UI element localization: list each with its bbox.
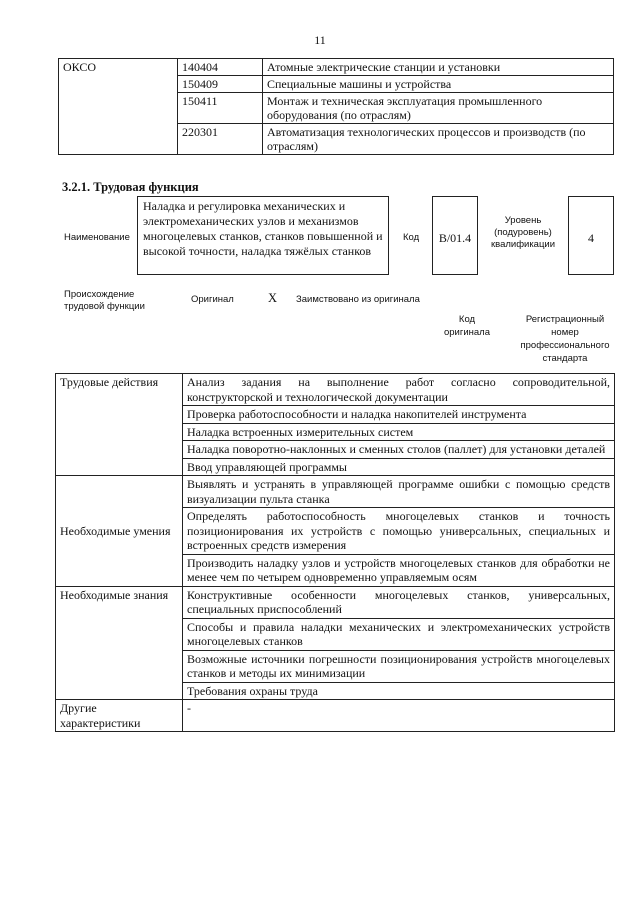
qualification-level-label: Уровень (подуровень) квалификации (490, 215, 556, 250)
skills-label: Необходимые умения (56, 476, 183, 587)
origin-borrowed: Заимствовано из оригинала (296, 294, 420, 305)
okso-title: Монтаж и техническая эксплуатация промышленного оборудования (по отраслям) (263, 93, 614, 124)
table-row (59, 59, 614, 76)
skill-item: Выявлять и устранять в управляющей программе ошибки с помощью средств визуализации пульта станка (183, 476, 615, 508)
origin-mark: X (268, 291, 278, 305)
knowledge-item: Возможные источники погрешности позиционирования устройств многоцелевых станков и методы их минимизации (183, 650, 615, 682)
labor-action-item: Ввод управляющей программы (183, 458, 615, 476)
other-characteristics-item: - (183, 700, 615, 732)
okso-code: 150411 (178, 93, 263, 124)
original-code-label: Код оригинала (443, 314, 490, 338)
origin-original: Оригинал (191, 294, 234, 305)
section-title: 3.2.1. Трудовая функция (62, 180, 199, 194)
function-code: B/01.4 (432, 196, 478, 275)
function-details-table (55, 373, 615, 732)
function-name-label: Наименование (64, 232, 130, 243)
table-row (56, 374, 615, 406)
table-row (56, 458, 615, 476)
table-row (56, 406, 615, 424)
okso-code: 220301 (178, 124, 263, 155)
knowledge-label: Необходимые знания (56, 586, 183, 700)
skill-item: Определять работоспособность многоцелевых станков и точность позиционирования их устройств с помощью универсальных, специальных и встроенных средств измерения (183, 508, 615, 555)
labor-action-item: Анализ задания на выполнение работ согласно сопроводительной, конструкторской и технологической документации (183, 374, 615, 406)
other-characteristics-label: Другие характеристики (56, 700, 183, 732)
function-code-label: Код (403, 232, 420, 243)
registration-number-label: Регистрационный номер профессионального стандарта (520, 314, 610, 364)
labor-action-item: Наладка поворотно-наклонных и сменных столов (паллет) для установки деталей (183, 441, 615, 459)
labor-actions-label: Трудовые действия (56, 374, 183, 406)
okso-title: Атомные электрические станции и установки (263, 59, 614, 76)
okso-title: Автоматизация технологических процессов и производств (по отраслям) (263, 124, 614, 155)
knowledge-item: Требования охраны труда (183, 682, 615, 700)
origin-label: Происхождение трудовой функции (64, 289, 145, 312)
okso-code: 150409 (178, 76, 263, 93)
table-row (56, 423, 615, 441)
page-number: 11 (314, 33, 326, 47)
table-row (56, 700, 615, 732)
table-row (56, 476, 615, 508)
okso-table (58, 58, 614, 155)
table-row (56, 441, 615, 459)
table-row (56, 586, 615, 618)
function-name: Наладка и регулировка механических и электромеханических узлов и механизмов многоцелевых станков, станков повышенной и высокой точности, наладка тяжёлых станков (137, 196, 389, 275)
qualification-level: 4 (568, 196, 614, 275)
labor-action-item: Наладка встроенных измерительных систем (183, 423, 615, 441)
okso-label: ОКСО (59, 59, 178, 155)
labor-action-item: Проверка работоспособности и наладка накопителей инструмента (183, 406, 615, 424)
okso-code: 140404 (178, 59, 263, 76)
okso-title: Специальные машины и устройства (263, 76, 614, 93)
knowledge-item: Конструктивные особенности многоцелевых станков, универсальных, специальных приспособлений (183, 586, 615, 618)
skill-item: Производить наладку узлов и устройств многоцелевых станков для обработки не менее чем по четырем одновременно управляемым осям (183, 554, 615, 586)
knowledge-item: Способы и правила наладки механических и электромеханических устройств многоцелевых станков (183, 618, 615, 650)
